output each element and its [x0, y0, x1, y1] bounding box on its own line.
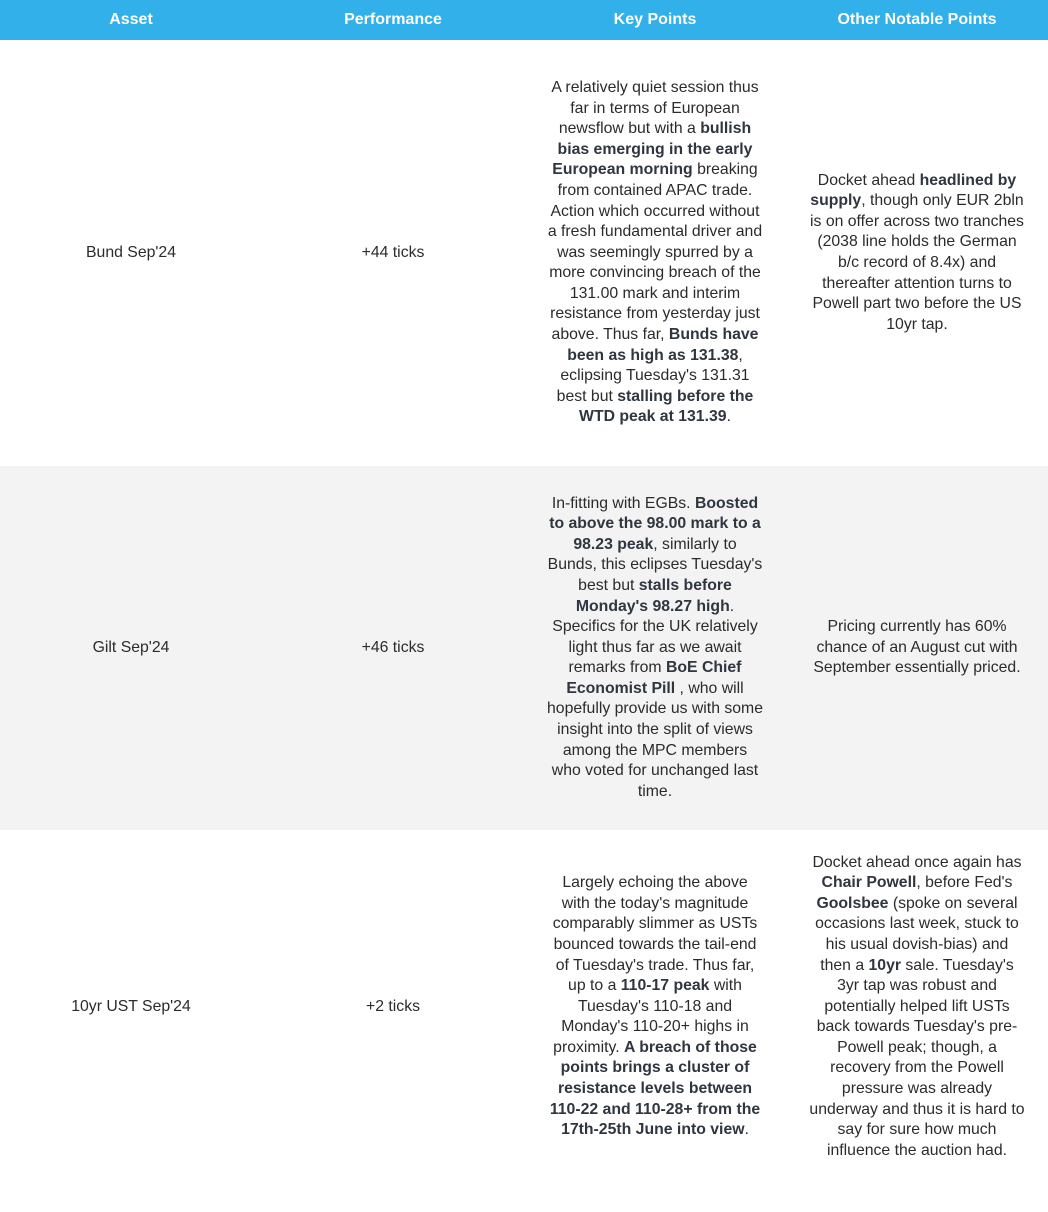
bold-text: Chair Powell	[821, 874, 917, 892]
bold-text: A breach of those points brings a cluster of resistance levels between 110-22 and 110-28+ from the 17th-25th June into view	[549, 1038, 761, 1139]
key-points-text: In-fitting with EGBs. Boosted to above the 98.00 mark to a 98.23 peak, similarly to Bunds, this eclipses Tuesday's best but stalls before Monday's 98.27 high. Specifics for the UK relatively light thus far as we await remarks from BoE Chief Economist Pill , who will hopefully provide us with some insight into the split of views among the MPC members who voted for unchanged last time.	[547, 494, 764, 800]
asset-cell: 10yr UST Sep'24	[71, 997, 191, 1015]
other-points-cell	[786, 466, 1048, 830]
other-points-cell	[786, 40, 1048, 466]
key-points-text: Largely echoing the above with the today's magnitude comparably slimmer as USTs bounced towards the tail-end of Tuesday's trade. Thus far, up to a 110-17 peak with Tuesday's 110-18 and Monday's 110-20+ highs in proximity. A breach of those points brings a cluster of resistance levels between 110-22 and 110-28+ from the 17th-25th June into view.	[549, 874, 761, 1139]
header-key-points: Key Points	[524, 0, 786, 40]
header-other-notable-points: Other Notable Points	[786, 0, 1048, 40]
bold-text: 10yr	[868, 956, 902, 974]
performance-cell: +46 ticks	[262, 466, 524, 830]
bold-text: BoE Chief Economist Pill	[566, 659, 742, 697]
performance-cell: +2 ticks	[366, 997, 420, 1015]
table-row	[0, 40, 1048, 466]
performance-cell: +44 ticks	[361, 243, 425, 261]
header-row	[0, 0, 1048, 40]
other-points-cell	[786, 830, 1048, 1184]
bold-text: Goolsbee	[816, 894, 889, 912]
bold-text: Bunds have been as high as 131.38	[567, 326, 759, 364]
table-row	[0, 830, 1048, 1184]
bold-text: stalls before Monday's 98.27 high	[575, 576, 732, 615]
asset-cell: Bund Sep'24	[86, 243, 176, 261]
key-points-cell	[524, 466, 786, 830]
key-points-cell	[524, 830, 786, 1184]
header-performance: Performance	[262, 0, 524, 40]
asset-cell: Gilt Sep'24	[0, 466, 262, 830]
key-points-text: A relatively quiet session thus far in terms of European newsflow but with a bullish bias emerging in the early European morning breaking from contained APAC trade. Action which occurred without a fresh fundamental driver and was seemingly spurred by a more convincing breach of the 131.00 mark and interim resistance from yesterday just above. Thus far, Bunds have been as high as 131.38, eclipsing Tuesday's 131.31 best but stalling before the WTD peak at 131.39.	[547, 78, 763, 426]
other-points-text: Pricing currently has 60% chance of an August cut with September essentially priced.	[813, 618, 1021, 677]
bold-text: stalling before the WTD peak at 131.39	[579, 387, 754, 426]
other-points-text: Docket ahead headlined by supply, though only EUR 2bln is on offer across two tranches (2038 line holds the German b/c record of 8.4x) and thereafter attention turns to Powell part two before the US 10yr tap.	[810, 171, 1024, 333]
bold-text: 110-17 peak	[620, 977, 710, 995]
key-points-cell	[524, 40, 786, 466]
header-asset: Asset	[0, 0, 262, 40]
bold-text: headlined by supply	[810, 171, 1017, 210]
table-row	[0, 466, 1048, 830]
bold-text: bullish bias emerging in the early European morning	[552, 120, 753, 179]
other-points-text: Docket ahead once again has Chair Powell, before Fed's Goolsbee (spoke on several occasions last week, stuck to his usual dovish-bias) and then a 10yr sale. Tuesday's 3yr tap was robust and potentially helped lift USTs back towards Tuesday's pre-Powell peak; though, a recovery from the Powell pressure was already underway and thus it is hard to say for sure how much influence the auction had.	[809, 853, 1025, 1159]
bold-text: Boosted to above the 98.00 mark to a 98.23 peak	[549, 494, 761, 553]
